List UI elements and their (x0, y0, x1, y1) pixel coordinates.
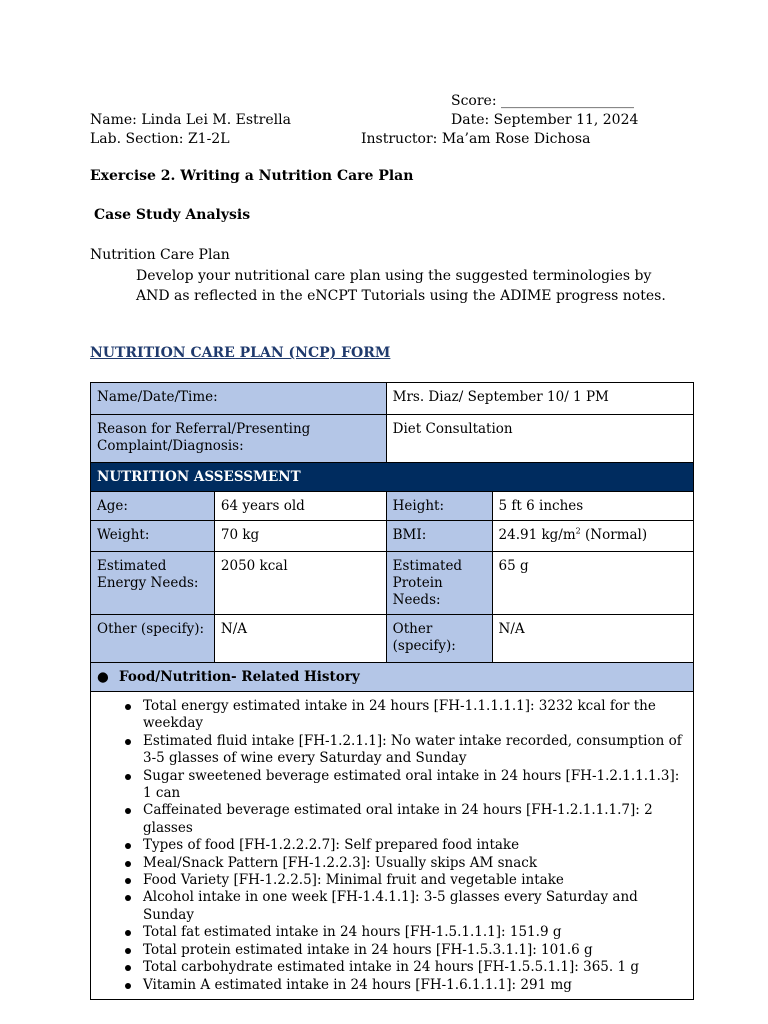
energy-value: 2050 kcal (214, 552, 386, 615)
assessment-header-row (91, 463, 694, 492)
age-value: 64 years old (214, 492, 386, 521)
list-item: Estimated fluid intake [FH-1.2.1.1]: No water intake recorded, consumption of 3-5 glasses of wine every Saturday and Sunday (97, 733, 687, 768)
energy-label: Estimated Energy Needs: (91, 552, 215, 615)
height-label: Height: (386, 492, 492, 521)
assessment-header: NUTRITION ASSESSMENT (91, 463, 694, 492)
other-label-1: Other (specify): (91, 615, 215, 663)
bullet-icon: ● (97, 669, 109, 685)
name-date-time-value: Mrs. Diaz/ September 10/ 1 PM (386, 383, 693, 415)
list-item: Sugar sweetened beverage estimated oral intake in 24 hours [FH-1.2.1.1.1.3]: 1 can (97, 768, 687, 803)
protein-label: Estimated Protein Needs: (386, 552, 492, 615)
instructor-line: Instructor: Ma’am Rose Dichosa (361, 131, 591, 147)
bmi-note: (Normal) (580, 527, 648, 543)
history-header-row (91, 663, 694, 692)
energy-protein-row (91, 552, 694, 615)
case-study-heading: Case Study Analysis (94, 207, 251, 223)
bmi-number: 24.91 kg/m (498, 527, 576, 543)
referral-label: Reason for Referral/Presenting Complaint/Diagnosis: (91, 415, 387, 463)
form-title: NUTRITION CARE PLAN (NCP) FORM (90, 345, 391, 361)
student-name: Name: Linda Lei M. Estrella (90, 112, 291, 128)
history-list (97, 698, 687, 994)
name-date-time-row (91, 383, 694, 415)
ncp-description: Develop your nutritional care plan using the suggested terminologies by AND as reflected in the eNCPT Tutorials using the ADIME progress notes. (136, 268, 666, 304)
protein-value: 65 g (492, 552, 693, 615)
weight-label: Weight: (91, 521, 215, 552)
list-item: Total protein estimated intake in 24 hours [FH-1.5.3.1.1]: 101.6 g (97, 942, 687, 959)
other-row (91, 615, 694, 663)
referral-value: Diet Consultation (386, 415, 693, 463)
score-line: Score: ___________________ (451, 93, 635, 109)
history-header-cell (91, 663, 694, 692)
list-item: Alcohol intake in one week [FH-1.4.1.1]: 3-5 glasses every Saturday and Sunday (97, 889, 687, 924)
bmi-label: BMI: (386, 521, 492, 552)
other-value-1: N/A (214, 615, 386, 663)
list-item: Food Variety [FH-1.2.2.5]: Minimal fruit and vegetable intake (97, 872, 687, 889)
ncp-form-table (90, 382, 694, 1000)
list-item: Meal/Snack Pattern [FH-1.2.2.3]: Usually skips AM snack (97, 855, 687, 872)
other-label-2: Other (specify): (386, 615, 492, 663)
weight-value: 70 kg (214, 521, 386, 552)
list-item: Total fat estimated intake in 24 hours [FH-1.5.1.1.1]: 151.9 g (97, 924, 687, 941)
age-height-row (91, 492, 694, 521)
list-item: Caffeinated beverage estimated oral intake in 24 hours [FH-1.2.1.1.1.7]: 2 glasses (97, 802, 687, 837)
exercise-title: Exercise 2. Writing a Nutrition Care Plan (90, 168, 414, 184)
other-value-2: N/A (492, 615, 693, 663)
list-item: Total carbohydrate estimated intake in 24 hours [FH-1.5.5.1.1]: 365. 1 g (97, 959, 687, 976)
history-list-row (91, 692, 694, 1000)
list-item: Types of food [FH-1.2.2.2.7]: Self prepared food intake (97, 837, 687, 854)
age-label: Age: (91, 492, 215, 521)
date-line: Date: September 11, 2024 (451, 112, 639, 128)
height-value: 5 ft 6 inches (492, 492, 693, 521)
lab-section: Lab. Section: Z1-2L (90, 131, 230, 147)
bmi-superscript: 2 (575, 526, 581, 536)
history-list-cell (91, 692, 694, 1000)
name-date-time-label: Name/Date/Time: (91, 383, 387, 415)
ncp-label: Nutrition Care Plan (90, 247, 230, 263)
weight-bmi-row (91, 521, 694, 552)
history-header: Food/Nutrition- Related History (119, 669, 360, 685)
referral-row (91, 415, 694, 463)
list-item: Vitamin A estimated intake in 24 hours [FH-1.6.1.1.1]: 291 mg (97, 977, 687, 994)
bmi-value (492, 521, 693, 552)
list-item: Total energy estimated intake in 24 hours [FH-1.1.1.1.1]: 3232 kcal for the weekday (97, 698, 687, 733)
